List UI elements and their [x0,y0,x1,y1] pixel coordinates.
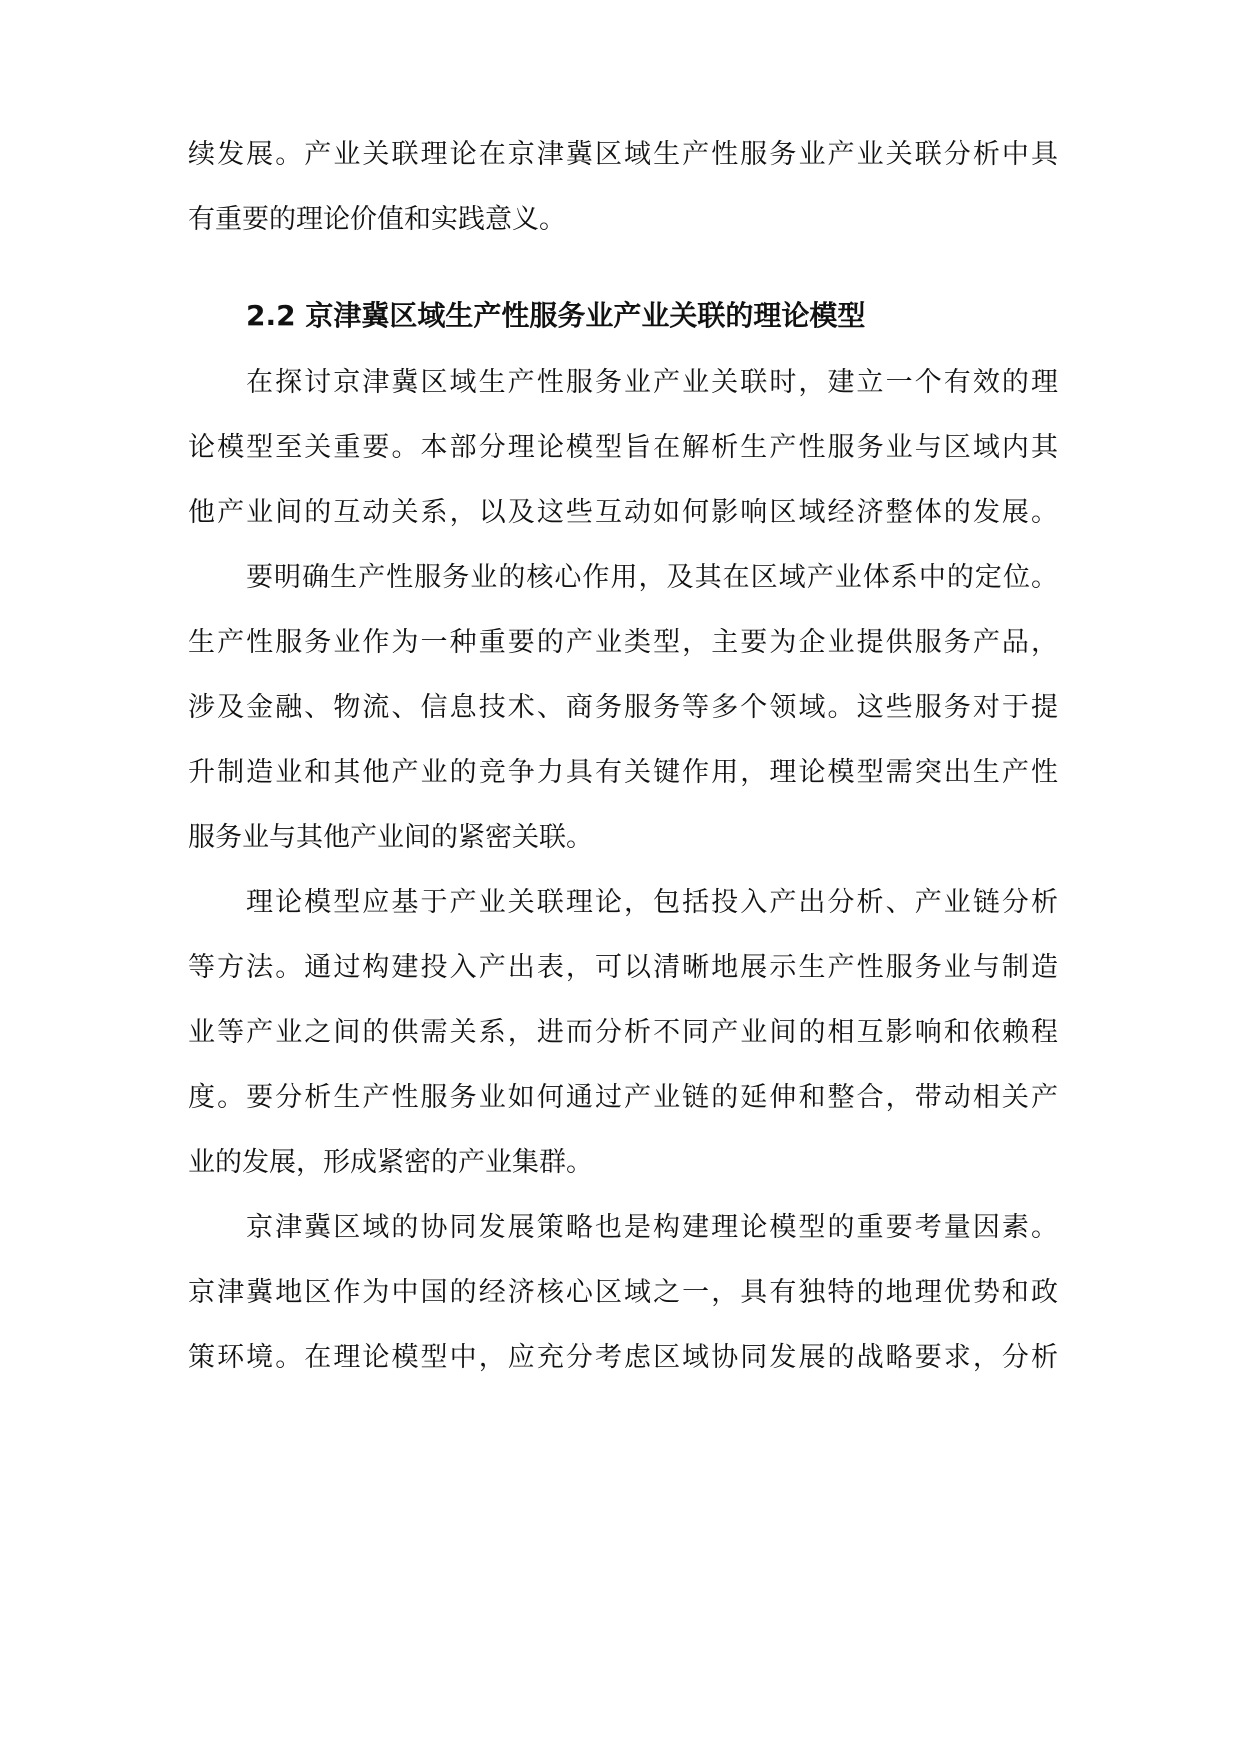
paragraph-line: 他产业间的互动关系，以及这些互动如何影响区域经济整体的发展。 [188,497,1058,528]
paragraph-line: 服务业与其他产业间的紧密关联。 [188,822,593,853]
paragraph-line: 在探讨京津冀区域生产性服务业产业关联时，建立一个有效的理 [246,367,1058,398]
paragraph-line: 策环境。在理论模型中，应充分考虑区域协同发展的战略要求，分析 [188,1342,1058,1373]
paragraph-line: 业等产业之间的供需关系，进而分析不同产业间的相互影响和依赖程 [188,1017,1058,1048]
paragraph-line: 京津冀地区作为中国的经济核心区域之一，具有独特的地理优势和政 [188,1277,1058,1308]
section-heading: 2.2 京津冀区域生产性服务业产业关联的理论模型 [246,299,866,332]
paragraph-line: 理论模型应基于产业关联理论，包括投入产出分析、产业链分析 [246,887,1058,918]
paragraph-line: 生产性服务业作为一种重要的产业类型，主要为企业提供服务产品， [188,627,1058,658]
paragraph-line: 要明确生产性服务业的核心作用，及其在区域产业体系中的定位。 [246,562,1058,593]
paragraph-line: 论模型至关重要。本部分理论模型旨在解析生产性服务业与区域内其 [188,432,1058,463]
paragraph-line: 业的发展，形成紧密的产业集群。 [188,1147,593,1178]
paragraph-line: 度。要分析生产性服务业如何通过产业链的延伸和整合，带动相关产 [188,1082,1058,1113]
paragraph-line: 京津冀区域的协同发展策略也是构建理论模型的重要考量因素。 [246,1212,1058,1243]
paragraph-line: 等方法。通过构建投入产出表，可以清晰地展示生产性服务业与制造 [188,952,1058,983]
paragraph-line: 有重要的理论价值和实践意义。 [188,204,566,235]
paragraph-line: 涉及金融、物流、信息技术、商务服务等多个领域。这些服务对于提 [188,692,1058,723]
paragraph-line: 升制造业和其他产业的竞争力具有关键作用，理论模型需突出生产性 [188,757,1058,788]
paragraph-line: 续发展。产业关联理论在京津冀区域生产性服务业产业关联分析中具 [188,139,1058,170]
